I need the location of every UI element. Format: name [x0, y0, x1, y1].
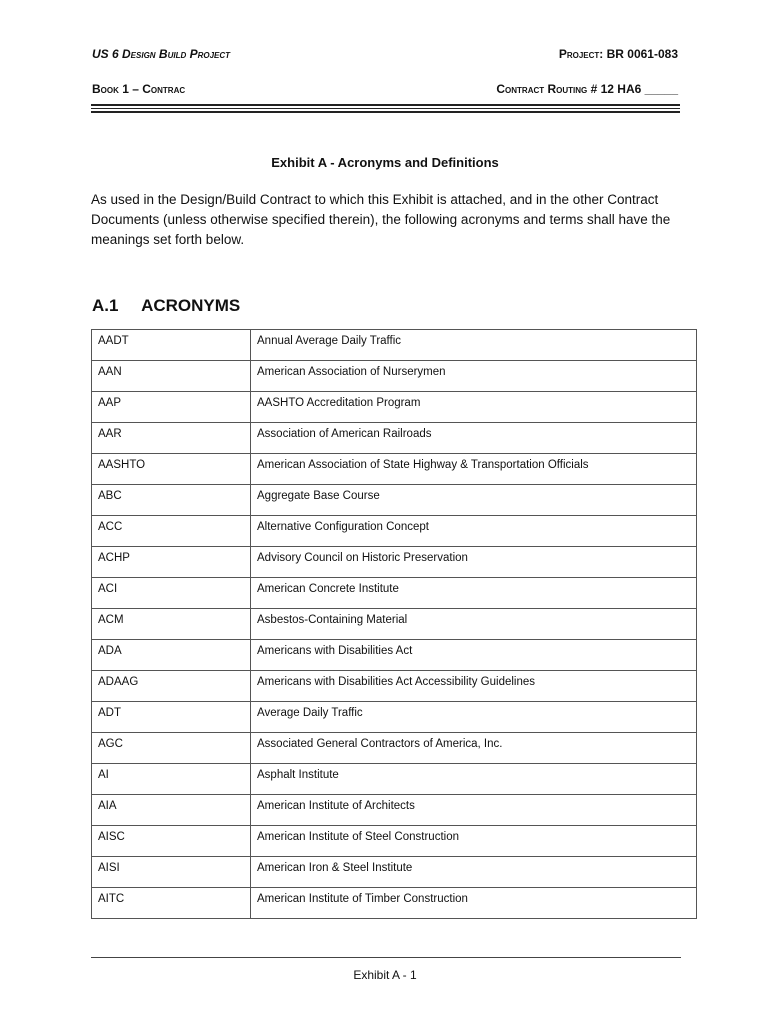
definition-cell: American Institute of Architects [251, 795, 697, 826]
header-rule-bottom [91, 111, 680, 113]
acronym-cell: AADT [92, 330, 251, 361]
acronym-cell: AGC [92, 733, 251, 764]
book-label: Book 1 – Contrac [92, 82, 186, 96]
footer-rule [91, 957, 681, 958]
table-row [92, 423, 697, 454]
acronym-cell: ADT [92, 702, 251, 733]
book-header [92, 82, 185, 96]
section-title: ACRONYMS [141, 296, 241, 315]
acronym-cell: AISI [92, 857, 251, 888]
intro-paragraph: As used in the Design/Build Contract to which this Exhibit is attached, and in the other Contract Documents (unless otherwise specified therein), the following acronyms and terms shall have the meanings set forth below. [91, 192, 671, 247]
table-row [92, 764, 697, 795]
acronym-cell: ADA [92, 640, 251, 671]
table-row [92, 826, 697, 857]
acronym-cell: ACM [92, 609, 251, 640]
acronym-cell: AAR [92, 423, 251, 454]
acronym-cell: ACI [92, 578, 251, 609]
table-row [92, 485, 697, 516]
section-number: A.1 [92, 296, 119, 315]
definition-cell: American Institute of Timber Construction [251, 888, 697, 919]
acronym-cell: AI [92, 764, 251, 795]
acronym-cell: ADAAG [92, 671, 251, 702]
table-row [92, 454, 697, 485]
definition-cell: American Association of State Highway & Transportation Officials [251, 454, 697, 485]
definition-cell: AASHTO Accreditation Program [251, 392, 697, 423]
definition-cell: American Concrete Institute [251, 578, 697, 609]
table-row [92, 857, 697, 888]
definition-cell: Asbestos-Containing Material [251, 609, 697, 640]
acronym-cell: ACC [92, 516, 251, 547]
definition-cell: Average Daily Traffic [251, 702, 697, 733]
acronym-cell: ABC [92, 485, 251, 516]
project-name: US 6 Design Build Project [92, 47, 231, 61]
page-footer: Exhibit A - 1 [353, 968, 417, 982]
table-row [92, 888, 697, 919]
table-row [92, 733, 697, 764]
definition-cell: Aggregate Base Course [251, 485, 697, 516]
section-heading [92, 296, 240, 316]
definition-cell: Associated General Contractors of America, Inc. [251, 733, 697, 764]
acronyms-table [91, 329, 697, 919]
acronym-cell: AITC [92, 888, 251, 919]
definition-cell: Association of American Railroads [251, 423, 697, 454]
acronym-cell: AAP [92, 392, 251, 423]
table-row [92, 547, 697, 578]
definition-cell: American Association of Nurserymen [251, 361, 697, 392]
definition-cell: Advisory Council on Historic Preservation [251, 547, 697, 578]
definition-cell: Annual Average Daily Traffic [251, 330, 697, 361]
table-row [92, 795, 697, 826]
project-name-header [92, 47, 230, 61]
definition-cell: Alternative Configuration Concept [251, 516, 697, 547]
acronym-cell: AIA [92, 795, 251, 826]
contract-routing: Contract Routing # 12 HA6 _____ [496, 82, 678, 96]
acronym-cell: AASHTO [92, 454, 251, 485]
contract-routing-header [496, 82, 678, 96]
table-row [92, 702, 697, 733]
definition-cell: Americans with Disabilities Act [251, 640, 697, 671]
header-rule-top [91, 104, 680, 106]
table-row [92, 361, 697, 392]
definition-cell: Asphalt Institute [251, 764, 697, 795]
acronym-cell: AAN [92, 361, 251, 392]
acronym-cell: ACHP [92, 547, 251, 578]
acronym-cell: AISC [92, 826, 251, 857]
table-row [92, 609, 697, 640]
table-row [92, 640, 697, 671]
definition-cell: Americans with Disabilities Act Accessibility Guidelines [251, 671, 697, 702]
document-title: Exhibit A - Acronyms and Definitions [271, 155, 499, 170]
table-row [92, 671, 697, 702]
table-row [92, 516, 697, 547]
project-number-header [559, 47, 678, 61]
table-row [92, 330, 697, 361]
table-row [92, 392, 697, 423]
header-rule-middle [91, 108, 680, 109]
table-row [92, 578, 697, 609]
definition-cell: American Institute of Steel Construction [251, 826, 697, 857]
definition-cell: American Iron & Steel Institute [251, 857, 697, 888]
project-number: Project: BR 0061-083 [558, 47, 678, 61]
